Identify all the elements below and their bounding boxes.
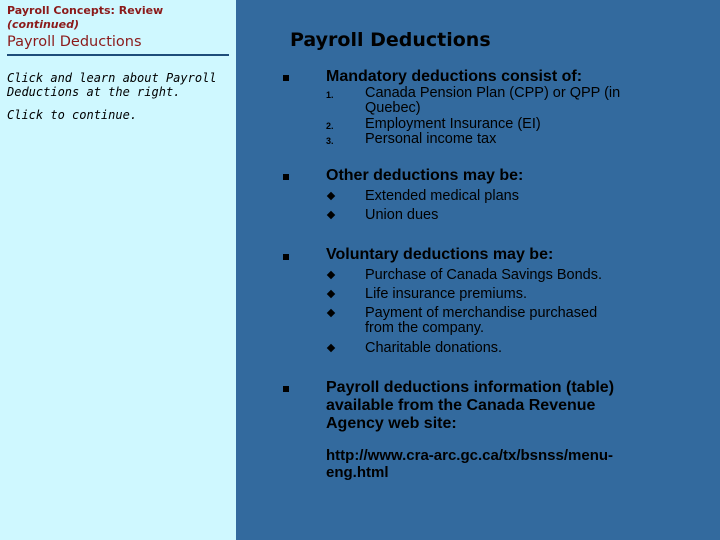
list-item: Employment Insurance (EI)	[365, 116, 541, 132]
square-bullet-icon	[283, 254, 289, 260]
list-item: Payment of merchandise purchased	[365, 305, 598, 321]
list-item: Extended medical plans	[365, 188, 519, 204]
list-number: 1.	[326, 90, 334, 100]
instruction-line: Deductions at the right.	[7, 85, 181, 99]
list-item-continuation: Quebec)	[365, 100, 421, 116]
square-bullet-icon	[283, 75, 289, 81]
list-number: 3.	[326, 136, 334, 146]
list-item: Personal income tax	[365, 131, 497, 147]
list-item: Purchase of Canada Savings Bonds.	[365, 267, 602, 283]
section-heading: Payroll Deductions	[7, 34, 142, 50]
continue-instruction[interactable]: Click to continue.	[7, 108, 138, 122]
list-item: Life insurance premiums.	[365, 286, 527, 302]
heading-underline	[7, 54, 229, 56]
breadcrumb-title: Payroll Concepts: Review	[7, 4, 164, 17]
list-number: 2.	[326, 121, 334, 131]
info-heading-continuation: available from the Canada Revenue	[326, 397, 596, 414]
list-item-continuation: from the company.	[365, 320, 485, 336]
list-item: Union dues	[365, 207, 439, 223]
square-bullet-icon	[283, 174, 289, 180]
mandatory-heading: Mandatory deductions consist of:	[326, 68, 583, 85]
square-bullet-icon	[283, 386, 289, 392]
instruction-line: Click and learn about Payroll	[7, 71, 217, 85]
breadcrumb-subtitle: (continued)	[7, 18, 79, 31]
url-line: http://www.cra-arc.gc.ca/tx/bsnss/menu-	[326, 447, 614, 464]
left-panel	[0, 0, 236, 540]
url-line: eng.html	[326, 464, 389, 481]
slide-title: Payroll Deductions	[290, 29, 491, 51]
info-heading: Payroll deductions information (table)	[326, 379, 615, 396]
info-heading-continuation: Agency web site:	[326, 415, 457, 432]
other-heading: Other deductions may be:	[326, 167, 524, 184]
cra-website-link[interactable]	[326, 447, 613, 481]
list-item: Canada Pension Plan (CPP) or QPP (in	[365, 85, 621, 101]
list-item: Charitable donations.	[365, 340, 503, 356]
voluntary-heading: Voluntary deductions may be:	[326, 246, 554, 263]
